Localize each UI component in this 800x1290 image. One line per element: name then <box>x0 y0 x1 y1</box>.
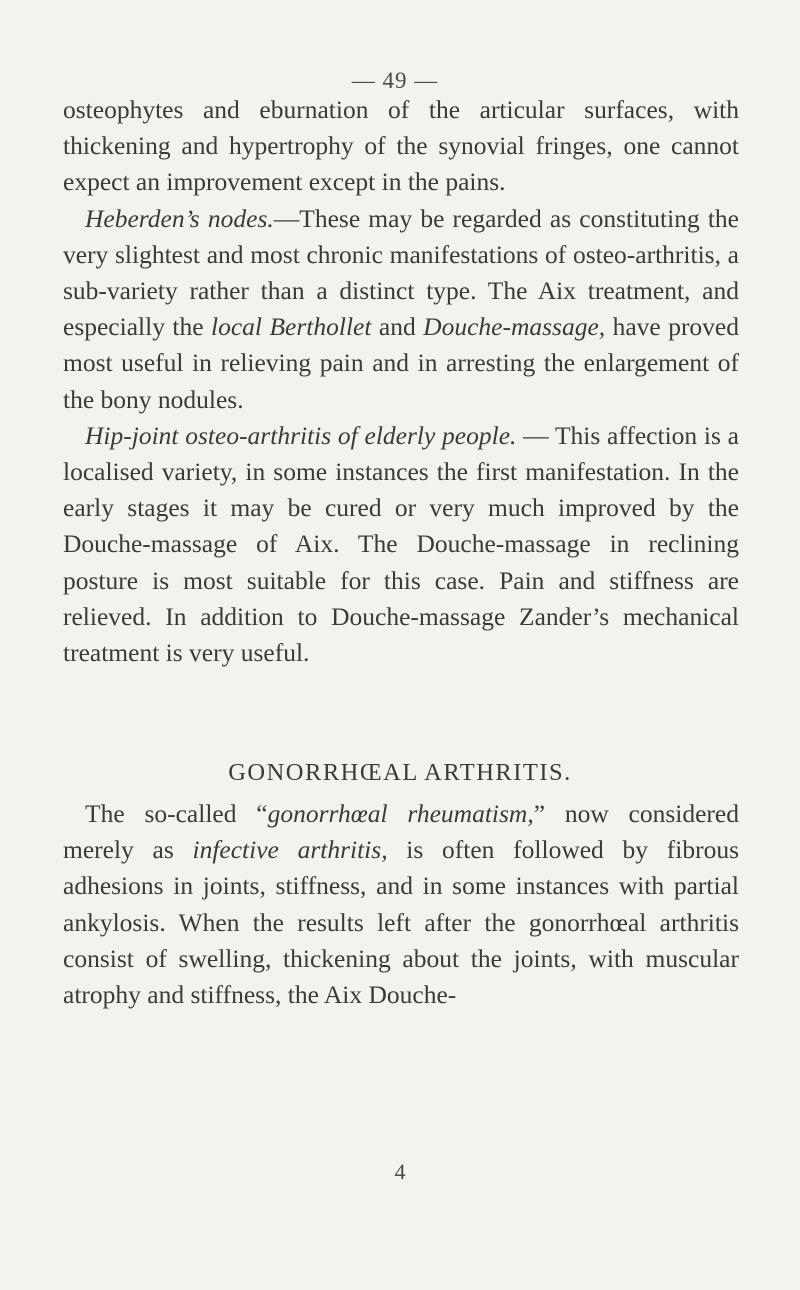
text-run: have proved most useful in relieving pain and in arresting the enlargement of the bony nodules. <box>63 312 739 414</box>
page-number: — 49 — <box>351 68 439 93</box>
signature-mark: 4 <box>394 1159 406 1184</box>
text-run: ” now considered merely as <box>63 799 739 865</box>
text-run: —These may be regarded as constituting the very slightest and most chronic manifestations of osteo-arthritis, a sub-variety rather than a distinct type. The Aix treatment, and especially the <box>63 203 740 342</box>
paragraph-hip-joint <box>63 418 739 671</box>
text-run: and <box>371 312 424 342</box>
italic-term-local-berthollet: local Berthollet <box>211 312 372 342</box>
section-heading-gonorrhoeal-arthritis: GONORRHŒAL ARTHRITIS. <box>228 759 572 786</box>
run-in-heading-hip-joint: Hip-joint osteo-arthritis of elderly people. <box>85 420 517 450</box>
text-block-gonorrhoeal-arthritis <box>63 796 739 1013</box>
text-run: The so-called “ <box>85 799 268 828</box>
italic-term-infective-arthritis: infective arthritis, <box>192 835 388 865</box>
run-in-heading-heberdens-nodes: Heberden’s nodes. <box>85 203 274 233</box>
text-run: is often followed by fibrous adhesions in joints, stiffness, and in some instances with partial ankylosis. When the results left after the gonorrhœal arthritis consist of swelling, thickening about the joints, with muscular atrophy and stiffness, the Aix Douche- <box>63 835 739 1010</box>
italic-term-gonorrhoeal-rheumatism: gonorrhœal rheumatism, <box>267 799 534 828</box>
paragraph-gonorrhoeal <box>63 796 739 1013</box>
italic-term-douche-massage: Douche-massage, <box>423 312 606 342</box>
text-block-osteo-arthritis <box>63 92 739 671</box>
paragraph-continuation: osteophytes and eburnation of the articular surfaces, with thickening and hypertrophy of the synovial fringes, one cannot expect an improvement except in the pains. <box>63 95 739 197</box>
text-run: — This affection is a localised variety, in some instances the first manifestation. In the early stages it may be cured or very much improved by the Douche-massage of Aix. The Douche-massage in reclining posture is most suitable for this case. Pain and stiffness are relieved. In addition to Douche-massage Zander’s mechanical treatment is very useful. <box>63 420 739 668</box>
paragraph-heberdens-nodes <box>63 201 739 418</box>
